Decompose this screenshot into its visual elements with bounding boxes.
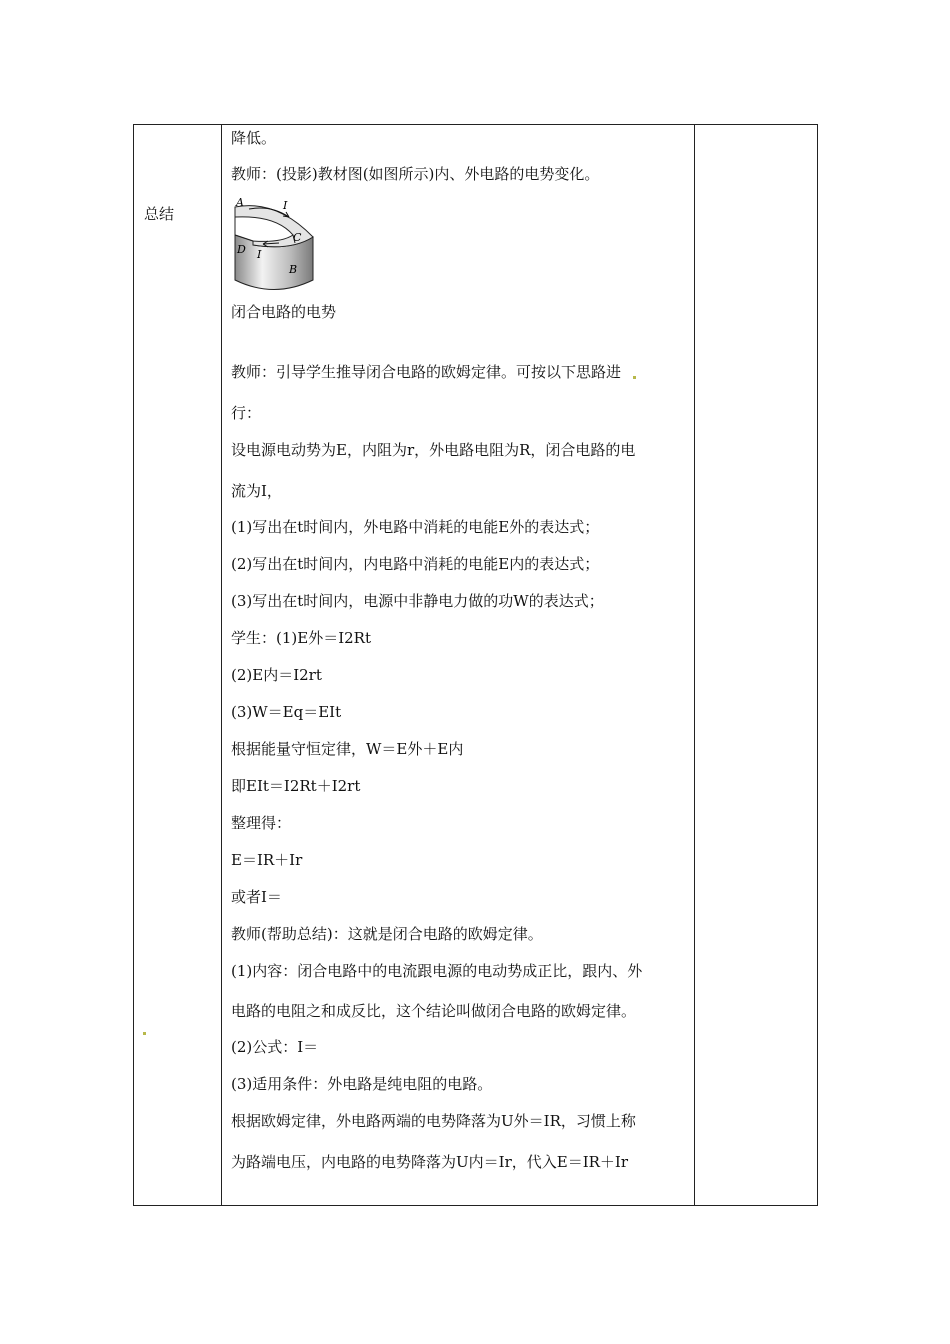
text-line: 教师(帮助总结)：这就是闭合电路的欧姆定律。 [231, 925, 543, 943]
text-line: (3)适用条件：外电路是纯电阻的电路。 [231, 1075, 493, 1093]
lesson-table [133, 124, 818, 1206]
text-line: 电路的电阻之和成反比，这个结论叫做闭合电路的欧姆定律。 [231, 1002, 637, 1020]
text-line: 设电源电动势为E，内阻为r，外电路电阻为R，闭合电路的电 [231, 441, 636, 459]
text-line: 或者I＝ [231, 888, 282, 906]
circuit-potential-figure [231, 195, 317, 295]
text-line: 根据能量守恒定律，W＝E外＋E内 [231, 740, 464, 758]
section-label: 总结 [144, 205, 175, 223]
text-line: (1)内容：闭合电路中的电流跟电源的电动势成正比，跟内、外 [231, 962, 643, 980]
text-line: 根据欧姆定律，外电路两端的电势降落为U外＝IR，习惯上称 [231, 1112, 636, 1130]
text-line: 行： [231, 404, 262, 422]
decorative-dot [143, 1032, 146, 1035]
figure-label-d: D [237, 243, 246, 256]
column-divider-2 [694, 125, 695, 1205]
text-line: 流为I， [231, 482, 282, 500]
text-line: (2)写出在t时间内，内电路中消耗的电能E内的表达式； [231, 555, 600, 573]
figure-label-c: C [293, 231, 302, 244]
column-divider-1 [221, 125, 222, 1205]
figure-label-i-bottom: I [257, 248, 262, 261]
text-line: 降低。 [231, 129, 277, 147]
text-line: 教师：引导学生推导闭合电路的欧姆定律。可按以下思路进 [231, 363, 622, 381]
text-line: (2)公式：I＝ [231, 1038, 319, 1056]
figure-caption: 闭合电路的电势 [231, 303, 337, 321]
decorative-dot [633, 376, 636, 379]
text-line: (1)写出在t时间内，外电路中消耗的电能E外的表达式； [231, 518, 600, 536]
text-line: 即EIt＝I2Rt＋I2rt [231, 777, 361, 795]
text-line: (2)E内＝I2rt [231, 666, 322, 684]
figure-label-a: A [236, 196, 244, 209]
figure-label-i-top: I [283, 199, 288, 212]
text-line: E＝IR＋Ir [231, 851, 303, 869]
text-line: 整理得： [231, 814, 292, 832]
text-line: (3)写出在t时间内，电源中非静电力做的功W的表达式； [231, 592, 604, 610]
text-line: 教师：(投影)教材图(如图所示)内、外电路的电势变化。 [231, 165, 600, 183]
text-line: (3)W＝Eq＝EIt [231, 703, 342, 721]
text-line: 学生：(1)E外＝I2Rt [231, 629, 371, 647]
figure-label-b: B [289, 263, 298, 276]
text-line: 为路端电压，内电路的电势降落为U内＝Ir，代入E＝IR＋Ir [231, 1153, 629, 1171]
